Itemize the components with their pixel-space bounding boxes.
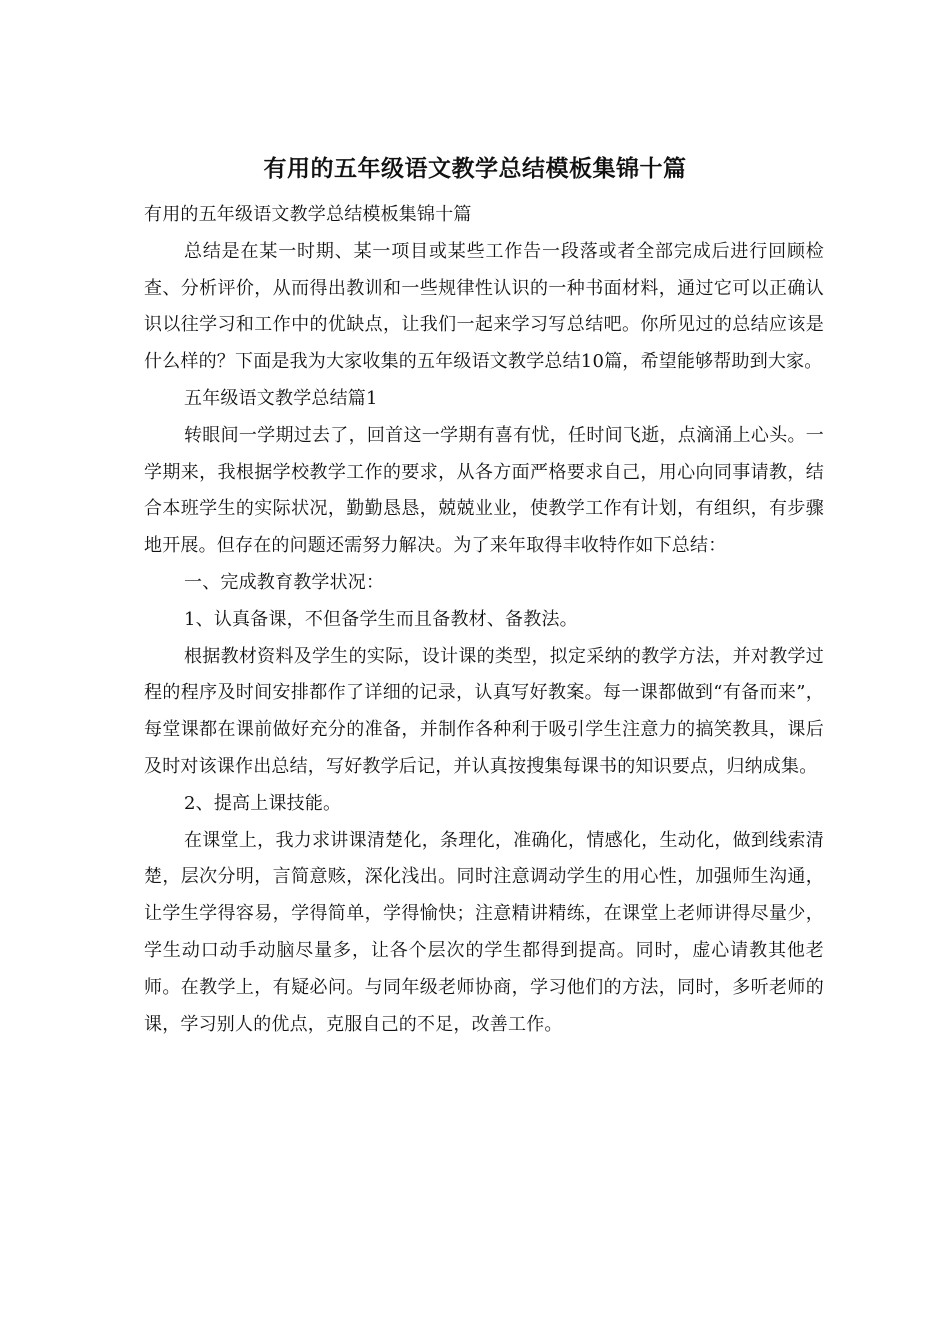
list-item-prepare-lessons: 1、认真备课，不但备学生而且备教材、备教法。 xyxy=(184,608,578,630)
paragraph-prepare-lessons: 根据教材资料及学生的实际，设计课的类型，拟定采纳的教学方法，并对教学过程的程序及时间安排都作了详细的记录，认真写好教案。每一课都做到“有备而来”，每堂课都在课前做好充分的准备，并制作各种利于吸引学生注意力的搞笑教具，课后及时对该课作出总结，写好教学后记，并认真按搜集每课书的知识要点，归纳成集。 xyxy=(144,645,824,777)
list-item-improve-skills: 2、提高上课技能。 xyxy=(184,792,342,814)
section-heading-teaching-status: 一、完成教育教学状况： xyxy=(184,571,385,593)
document-subtitle: 有用的五年级语文教学总结模板集锦十篇 xyxy=(144,204,472,225)
paragraph-overview: 转眼间一学期过去了，回首这一学期有喜有忧，任时间飞逝，点滴涌上心头。一学期来，我根据学校教学工作的要求，从各方面严格要求自己，用心向同事请教，结合本班学生的实际状况，勤勤恳恳，兢兢业业，使教学工作有计划，有组织，有步骤地开展。但存在的问题还需努力解决。为了来年取得丰收特作如下总结： xyxy=(144,424,824,557)
paragraph-intro: 总结是在某一时期、某一项目或某些工作告一段落或者全部完成后进行回顾检查、分析评价，从而得出教训和一些规律性认识的一种书面材料，通过它可以正确认识以往学习和工作中的优缺点，让我们一起来学习写总结吧。你所见过的总结应该是什么样的？下面是我为大家收集的五年级语文教学总结10篇，希望能够帮助到大家。 xyxy=(144,240,824,373)
document-title: 有用的五年级语文教学总结模板集锦十篇 xyxy=(263,155,687,182)
paragraph-improve-skills: 在课堂上，我力求讲课清楚化，条理化，准确化，情感化，生动化，做到线索清楚，层次分明，言简意赅，深化浅出。同时注意调动学生的用心性，加强师生沟通，让学生学得容易，学得简单，学得愉快；注意精讲精练，在课堂上老师讲得尽量少，学生动口动手动脑尽量多，让各个层次的学生都得到提高。同时，虚心请教其他老师。在教学上，有疑必问。与同年级老师协商，学习他们的方法，同时，多听老师的课，学习别人的优点，克服自己的不足，改善工作。 xyxy=(144,829,824,1035)
section-heading-1: 五年级语文教学总结篇1 xyxy=(184,387,378,409)
document-body xyxy=(144,197,824,1043)
